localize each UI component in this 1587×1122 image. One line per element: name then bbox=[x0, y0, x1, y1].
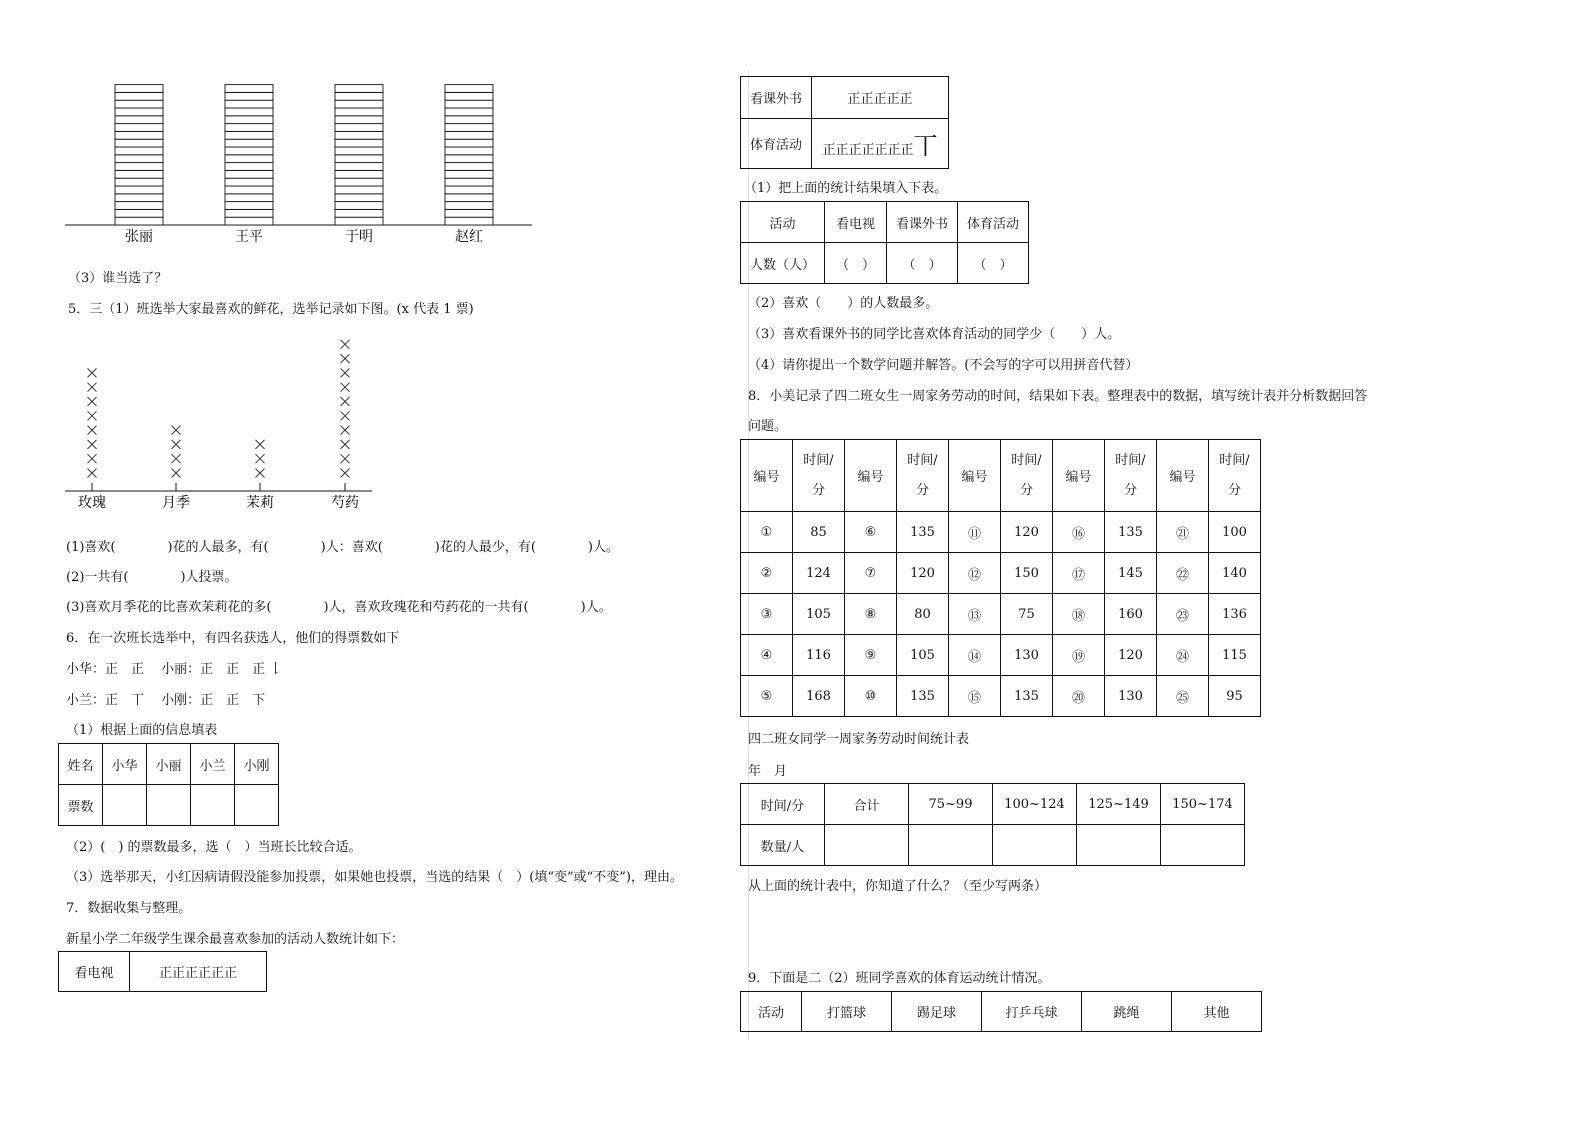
student-number-cell: ③ bbox=[741, 594, 793, 635]
q6-tally-line-1: 小华：正 正 小丽：正 正 正 𠄌 bbox=[66, 662, 283, 677]
header-time-unit: 分 bbox=[1227, 482, 1241, 498]
vote-box bbox=[445, 100, 493, 108]
vote-box bbox=[445, 116, 493, 124]
vote-box bbox=[445, 194, 493, 202]
vote-box bbox=[335, 170, 383, 178]
vote-box bbox=[225, 108, 273, 116]
vote-x-mark bbox=[341, 383, 350, 392]
table-cell: 姓名 bbox=[59, 744, 103, 785]
vote-x-mark bbox=[88, 397, 97, 406]
table-row bbox=[741, 553, 1261, 594]
vote-box bbox=[335, 163, 383, 171]
header-time-line: 时间/ bbox=[1011, 452, 1042, 468]
vote-box bbox=[445, 217, 493, 225]
vote-box bbox=[225, 194, 273, 202]
vote-box bbox=[225, 202, 273, 210]
q5-2-text: (2)一共有( )人投票。 bbox=[66, 570, 238, 585]
vote-box bbox=[335, 155, 383, 163]
vote-box bbox=[335, 92, 383, 100]
vote-box bbox=[335, 139, 383, 147]
blank-cell[interactable] bbox=[909, 825, 993, 866]
student-number-cell: ㉓ bbox=[1157, 594, 1209, 635]
table-cell: 活动 bbox=[741, 202, 825, 243]
student-number-cell: ⑧ bbox=[845, 594, 897, 635]
table-cell: 75~99 bbox=[909, 784, 993, 825]
tally-table-tv bbox=[58, 951, 267, 992]
flower-name-label: 玫瑰 bbox=[78, 495, 106, 511]
header-id-cell: 编号 bbox=[741, 440, 793, 512]
table-cell: 100~124 bbox=[993, 784, 1077, 825]
vote-x-mark bbox=[172, 469, 181, 478]
vote-box bbox=[225, 209, 273, 217]
q6-3-text: （3）选举那天，小红因病请假没能参加投票，如果她也投票，当选的结果（ ）(填“变”或“不变”)，理由。 bbox=[66, 870, 683, 885]
blank-cell[interactable]: （ ） bbox=[887, 243, 958, 284]
vote-box bbox=[445, 124, 493, 132]
vote-box bbox=[335, 202, 383, 210]
flower-name-label: 月季 bbox=[162, 495, 190, 511]
minutes-cell: 95 bbox=[1209, 676, 1261, 717]
table-cell: 跳绳 bbox=[1082, 992, 1172, 1032]
vote-box bbox=[335, 147, 383, 155]
vote-box bbox=[115, 194, 163, 202]
tally-marks bbox=[812, 119, 949, 169]
vote-box bbox=[335, 100, 383, 108]
vote-x-mark bbox=[88, 440, 97, 449]
student-number-cell: ⑤ bbox=[741, 676, 793, 717]
minutes-cell: 135 bbox=[897, 512, 949, 553]
table-cell: 小兰 bbox=[191, 744, 235, 785]
tally-text: 正正正正正正正 bbox=[822, 143, 914, 158]
student-number-cell: ④ bbox=[741, 635, 793, 676]
minutes-cell: 105 bbox=[897, 635, 949, 676]
vote-box bbox=[225, 85, 273, 93]
vote-box bbox=[225, 155, 273, 163]
vote-x-mark bbox=[341, 411, 350, 420]
q6-1-text: （1）根据上面的信息填表 bbox=[66, 723, 218, 738]
table-row bbox=[741, 676, 1261, 717]
stack-column bbox=[115, 85, 163, 225]
tally-extra-mark: 丅 bbox=[913, 132, 938, 160]
table-cell: 人数（人） bbox=[741, 243, 825, 284]
minutes-cell: 135 bbox=[897, 676, 949, 717]
q7-2-text: （2）喜欢（ ）的人数最多。 bbox=[748, 296, 939, 311]
flower-vote-chart bbox=[60, 335, 380, 515]
table-cell: 踢足球 bbox=[892, 992, 982, 1032]
minutes-cell: 116 bbox=[793, 635, 845, 676]
minutes-cell: 168 bbox=[793, 676, 845, 717]
minutes-cell: 85 bbox=[793, 512, 845, 553]
vote-x-mark bbox=[88, 454, 97, 463]
tally-marks: 正正正正正正 bbox=[130, 952, 267, 992]
header-time-cell bbox=[1001, 440, 1053, 512]
vote-x-mark bbox=[341, 368, 350, 377]
student-number-cell: ⑥ bbox=[845, 512, 897, 553]
blank-cell[interactable] bbox=[993, 825, 1077, 866]
header-time-line: 时间/ bbox=[1219, 452, 1250, 468]
header-time-line: 时间/ bbox=[907, 452, 938, 468]
vote-x-mark bbox=[341, 426, 350, 435]
vote-box bbox=[115, 155, 163, 163]
candidate-name-label: 于明 bbox=[345, 229, 373, 245]
table-cell: 活动 bbox=[741, 992, 802, 1032]
header-time-unit: 分 bbox=[811, 482, 825, 498]
vote-box bbox=[225, 116, 273, 124]
stack-column bbox=[445, 85, 493, 225]
q9-intro: 9．下面是二（2）班同学喜欢的体育运动统计情况。 bbox=[748, 971, 1051, 986]
q7-title: 7．数据收集与整理。 bbox=[66, 901, 192, 916]
vote-box bbox=[445, 85, 493, 93]
vote-box bbox=[335, 131, 383, 139]
table-row bbox=[741, 635, 1261, 676]
vote-x-mark bbox=[341, 469, 350, 478]
header-id-cell: 编号 bbox=[1053, 440, 1105, 512]
table-cell: 体育活动 bbox=[958, 202, 1029, 243]
vote-box bbox=[335, 186, 383, 194]
vote-box bbox=[115, 139, 163, 147]
q6-intro: 6．在一次班长选举中，有四名获选人，他们的得票数如下 bbox=[66, 631, 400, 646]
table-cell: 125~149 bbox=[1077, 784, 1161, 825]
minutes-cell: 120 bbox=[1001, 512, 1053, 553]
blank-cell[interactable]: （ ） bbox=[958, 243, 1029, 284]
table-row bbox=[741, 512, 1261, 553]
minutes-cell: 105 bbox=[793, 594, 845, 635]
vote-box bbox=[335, 194, 383, 202]
vote-box bbox=[445, 209, 493, 217]
vote-box bbox=[225, 100, 273, 108]
blank-cell[interactable] bbox=[235, 785, 279, 826]
table-cell: 其他 bbox=[1172, 992, 1262, 1032]
tally-marks: 正正正正正 bbox=[812, 77, 949, 119]
table-cell: 看电视 bbox=[825, 202, 887, 243]
vote-box bbox=[115, 100, 163, 108]
vote-x-mark bbox=[256, 440, 265, 449]
vote-x-mark bbox=[172, 426, 181, 435]
vote-x-mark bbox=[341, 354, 350, 363]
vote-box bbox=[225, 131, 273, 139]
minutes-cell: 135 bbox=[1001, 676, 1053, 717]
vote-box bbox=[115, 147, 163, 155]
table-row bbox=[741, 594, 1261, 635]
vote-box bbox=[225, 139, 273, 147]
student-number-cell: ⑪ bbox=[949, 512, 1001, 553]
blank-cell[interactable] bbox=[191, 785, 235, 826]
chore-time-table bbox=[740, 439, 1261, 717]
table-cell: 打乒乓球 bbox=[982, 992, 1082, 1032]
q6-2-text: （2）( ) 的票数最多，选（ ）当班长比较合适。 bbox=[66, 840, 362, 855]
student-number-cell: ⑮ bbox=[949, 676, 1001, 717]
vote-box bbox=[225, 178, 273, 186]
blank-cell[interactable] bbox=[147, 785, 191, 826]
activity-label: 看课外书 bbox=[741, 77, 812, 119]
student-number-cell: ㉕ bbox=[1157, 676, 1209, 717]
sport-table bbox=[740, 991, 1262, 1032]
vote-box bbox=[115, 178, 163, 186]
candidate-name-label: 王平 bbox=[235, 229, 263, 245]
minutes-cell: 140 bbox=[1209, 553, 1261, 594]
vote-x-mark bbox=[88, 383, 97, 392]
vote-box bbox=[445, 108, 493, 116]
student-number-cell: ⑯ bbox=[1053, 512, 1105, 553]
minutes-cell: 160 bbox=[1105, 594, 1157, 635]
blank-cell[interactable] bbox=[103, 785, 147, 826]
vote-box bbox=[335, 178, 383, 186]
student-number-cell: ㉒ bbox=[1157, 553, 1209, 594]
minutes-cell: 130 bbox=[1001, 635, 1053, 676]
vote-box bbox=[115, 202, 163, 210]
activity-label: 看电视 bbox=[59, 952, 130, 992]
vote-x-mark bbox=[341, 440, 350, 449]
vote-x-mark bbox=[256, 454, 265, 463]
student-number-cell: ⑲ bbox=[1053, 635, 1105, 676]
q5-3-text: (3)喜欢月季花的比喜欢茉莉花的多( )人，喜欢玫瑰花和芍药花的一共有( )人。 bbox=[66, 600, 612, 615]
header-id-cell: 编号 bbox=[845, 440, 897, 512]
tally-table-right bbox=[740, 76, 949, 169]
student-number-cell: ⑦ bbox=[845, 553, 897, 594]
minutes-cell: 150 bbox=[1001, 553, 1053, 594]
vote-box bbox=[115, 108, 163, 116]
vote-box bbox=[115, 163, 163, 171]
q7-intro: 新星小学二年级学生课余最喜欢参加的活动人数统计如下： bbox=[66, 932, 405, 947]
q7-4-text: （4）请你提出一个数学问题并解答。(不会写的字可以用拼音代替） bbox=[748, 358, 1139, 373]
flower-name-label: 芍药 bbox=[331, 495, 359, 511]
table-cell: 数量/人 bbox=[741, 825, 825, 866]
table-cell: 小刚 bbox=[235, 744, 279, 785]
student-number-cell: ⑭ bbox=[949, 635, 1001, 676]
candidate-name-label: 张丽 bbox=[125, 229, 153, 245]
vote-box bbox=[445, 155, 493, 163]
vote-box bbox=[445, 186, 493, 194]
header-time-unit: 分 bbox=[1123, 482, 1137, 498]
vote-box bbox=[445, 139, 493, 147]
table-cell: 小丽 bbox=[147, 744, 191, 785]
minutes-cell: 120 bbox=[897, 553, 949, 594]
minutes-cell: 136 bbox=[1209, 594, 1261, 635]
stack-column bbox=[335, 85, 383, 225]
header-time-cell bbox=[1209, 440, 1261, 512]
vote-box bbox=[335, 108, 383, 116]
vote-box bbox=[225, 170, 273, 178]
vote-box bbox=[335, 85, 383, 93]
chore-stat-table bbox=[740, 783, 1245, 866]
vote-box bbox=[115, 124, 163, 132]
blank-cell[interactable] bbox=[1077, 825, 1161, 866]
student-number-cell: ① bbox=[741, 512, 793, 553]
q5-intro: 5．三（1）班选举大家最喜欢的鲜花，选举记录如下图。(x 代表 1 票) bbox=[68, 302, 474, 317]
student-number-cell: ㉔ bbox=[1157, 635, 1209, 676]
candidate-name-label: 赵红 bbox=[455, 229, 483, 245]
q7-1-text: （1）把上面的统计结果填入下表。 bbox=[744, 181, 948, 196]
q8-intro-line-1: 8．小美记录了四二班女生一周家务劳动的时间，结果如下表。整理表中的数据，填写统计表并分析数据回答 bbox=[748, 389, 1368, 404]
vote-box bbox=[445, 170, 493, 178]
minutes-cell: 120 bbox=[1105, 635, 1157, 676]
vote-x-mark bbox=[172, 440, 181, 449]
header-time-line: 时间/ bbox=[1115, 452, 1146, 468]
vote-box bbox=[445, 178, 493, 186]
vote-box bbox=[335, 116, 383, 124]
vote-box bbox=[335, 209, 383, 217]
vote-box bbox=[335, 217, 383, 225]
vote-box bbox=[115, 170, 163, 178]
header-time-unit: 分 bbox=[915, 482, 929, 498]
student-number-cell: ⑬ bbox=[949, 594, 1001, 635]
table-cell: 合计 bbox=[825, 784, 909, 825]
vote-box bbox=[225, 186, 273, 194]
vote-box bbox=[115, 131, 163, 139]
table-cell: 票数 bbox=[59, 785, 103, 826]
candidate-stack-chart bbox=[60, 78, 540, 250]
q5-1-text: (1)喜欢( )花的人最多，有( )人：喜欢( )花的人最少，有( )人。 bbox=[66, 540, 619, 555]
vote-x-mark bbox=[88, 368, 97, 377]
header-time-cell bbox=[897, 440, 949, 512]
blank-cell[interactable]: （ ） bbox=[825, 243, 887, 284]
header-id-cell: 编号 bbox=[949, 440, 1001, 512]
vote-box bbox=[335, 124, 383, 132]
minutes-cell: 135 bbox=[1105, 512, 1157, 553]
vote-x-mark bbox=[341, 397, 350, 406]
blank-cell[interactable] bbox=[825, 825, 909, 866]
minutes-cell: 145 bbox=[1105, 553, 1157, 594]
table-cell: 150~174 bbox=[1161, 784, 1245, 825]
header-time-cell bbox=[1105, 440, 1157, 512]
activity-label: 体育活动 bbox=[741, 119, 812, 169]
minutes-cell: 100 bbox=[1209, 512, 1261, 553]
student-number-cell: ⑰ bbox=[1053, 553, 1105, 594]
blank-cell[interactable] bbox=[1161, 825, 1245, 866]
vote-box bbox=[225, 124, 273, 132]
header-time-cell bbox=[793, 440, 845, 512]
stat-table-title: 四二班女同学一周家务劳动时间统计表 bbox=[748, 732, 970, 747]
vote-box bbox=[225, 92, 273, 100]
vote-box bbox=[445, 92, 493, 100]
vote-x-mark bbox=[88, 469, 97, 478]
stack-column bbox=[225, 85, 273, 225]
header-id-cell: 编号 bbox=[1157, 440, 1209, 512]
minutes-cell: 75 bbox=[1001, 594, 1053, 635]
q7-3-text: （3）喜欢看课外书的同学比喜欢体育活动的同学少（ ）人。 bbox=[748, 327, 1121, 342]
minutes-cell: 130 bbox=[1105, 676, 1157, 717]
vote-box bbox=[225, 217, 273, 225]
vote-x-mark bbox=[88, 426, 97, 435]
vote-x-mark bbox=[341, 454, 350, 463]
vote-box bbox=[445, 202, 493, 210]
vote-box bbox=[115, 217, 163, 225]
vote-box bbox=[225, 163, 273, 171]
table-cell: 小华 bbox=[103, 744, 147, 785]
q4-3-text: （3）谁当选了？ bbox=[68, 271, 168, 286]
vote-box bbox=[115, 209, 163, 217]
activity-count-table bbox=[740, 201, 1029, 284]
vote-x-mark bbox=[341, 340, 350, 349]
header-time-unit: 分 bbox=[1019, 482, 1033, 498]
vote-box bbox=[115, 92, 163, 100]
student-number-cell: ⑩ bbox=[845, 676, 897, 717]
student-number-cell: ② bbox=[741, 553, 793, 594]
student-number-cell: ⑱ bbox=[1053, 594, 1105, 635]
q6-tally-line-2: 小兰：正 丅 小刚：正 正 下 bbox=[66, 693, 266, 708]
q8-ask-text: 从上面的统计表中，你知道了什么？（至少写两条） bbox=[748, 879, 1048, 894]
student-number-cell: ⑫ bbox=[949, 553, 1001, 594]
vote-box bbox=[115, 85, 163, 93]
q8-intro-line-2: 问题。 bbox=[748, 419, 788, 434]
vote-x-mark bbox=[256, 469, 265, 478]
vote-box bbox=[445, 163, 493, 171]
stat-table-date: 年 月 bbox=[748, 764, 788, 779]
minutes-cell: 80 bbox=[897, 594, 949, 635]
minutes-cell: 115 bbox=[1209, 635, 1261, 676]
vote-box bbox=[115, 186, 163, 194]
vote-x-mark bbox=[172, 454, 181, 463]
minutes-cell: 124 bbox=[793, 553, 845, 594]
student-number-cell: ⑨ bbox=[845, 635, 897, 676]
header-time-line: 时间/ bbox=[803, 452, 834, 468]
vote-count-table bbox=[58, 743, 279, 826]
table-cell: 打篮球 bbox=[802, 992, 892, 1032]
table-cell: 时间/分 bbox=[741, 784, 825, 825]
table-cell: 看课外书 bbox=[887, 202, 958, 243]
vote-x-mark bbox=[88, 411, 97, 420]
flower-name-label: 茉莉 bbox=[246, 495, 274, 511]
student-number-cell: ⑳ bbox=[1053, 676, 1105, 717]
student-number-cell: ㉑ bbox=[1157, 512, 1209, 553]
vote-box bbox=[445, 131, 493, 139]
vote-box bbox=[225, 147, 273, 155]
vote-box bbox=[445, 147, 493, 155]
vote-box bbox=[115, 116, 163, 124]
